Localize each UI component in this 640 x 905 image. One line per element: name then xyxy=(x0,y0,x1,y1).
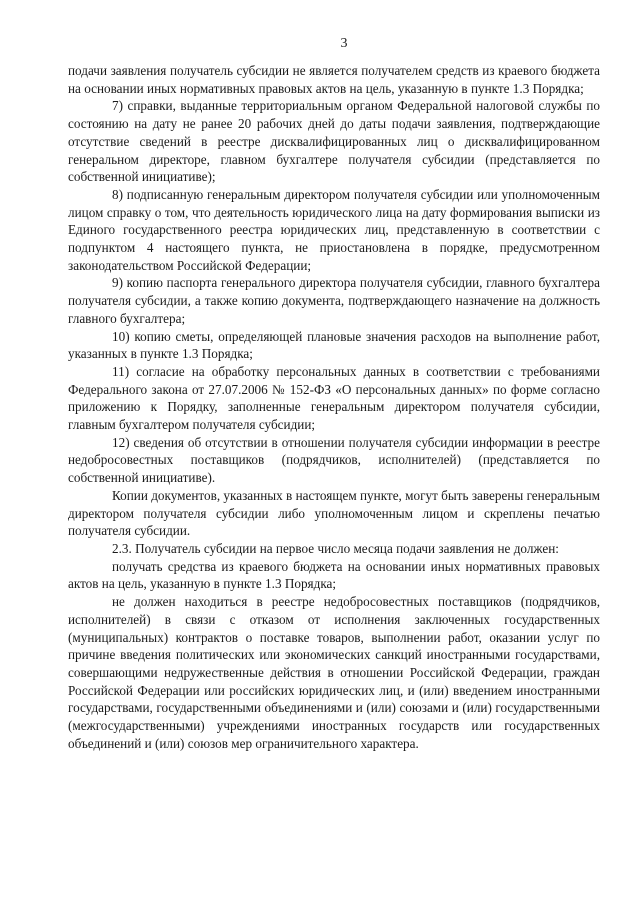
paragraph-item-11: 11) согласие на обработку персональных данных в соответствии с требованиями Федерального закона от 27.07.2006 № 152-ФЗ «О персональных данных» по форме согласно приложению к Порядку, заполненные генеральным директором получателя субсидии, главным бухгалтером получателя субсидии; xyxy=(68,363,600,433)
paragraph-copies-note: Копии документов, указанных в настоящем пункте, могут быть заверены генеральным директором получателя субсидии либо уполномоченным лицом и скреплены печатью получателя субсидии. xyxy=(68,487,600,539)
paragraph-item-9: 9) копию паспорта генерального директора получателя субсидии, главного бухгалтера получателя субсидии, а также копию документа, подтверждающего назначение на должность главного бухгалтера; xyxy=(68,275,600,326)
page-number: 3 xyxy=(340,36,348,51)
paragraph-section-2-3: 2.3. Получатель субсидии на первое число месяца подачи заявления не должен: xyxy=(112,540,559,556)
paragraph-continuation: подачи заявления получатель субсидии не является получателем средств из краевого бюджета на основании иных нормативных правовых актов на цель, указанную в пункте 1.3 Порядка; xyxy=(68,63,600,96)
paragraph-item-8: 8) подписанную генеральным директором получателя субсидии или уполномоченным лицом справку о том, что деятельность юридического лица на дату формирования выписки из Единого государственного реестра юридических лиц, представленную в соответствии с подпунктом 4 настоящего пункта, не приостановлена в порядке, предусмотренном законодательством Российской Федерации; xyxy=(68,186,600,273)
paragraph-item-12: 12) сведения об отсутствии в отношении получателя субсидии информации в реестре недобросовестных поставщиков (подрядчиков, исполнителей) (представляется по собственной инициативе). xyxy=(68,434,600,486)
paragraph-requirement-registry: не должен находиться в реестре недобросовестных поставщиков (подрядчиков, исполнителей) в связи с отказом от исполнения заключенных государственных (муниципальных) контрактов о поставке товаров, выполнении работ, оказании услуг по причине введения политических или экономических санкций иностранными государствами, совершающими недружественные действия в отношении Российской Федерации, граждан Российской Федерации или российских юридических лиц, и (или) введением иностранными государствами, государственными объединениями и (или) союзами и (или) государственными (межгосударственными) учреждениями иностранных государств или государственных объединений и (или) союзов мер ограничительного характера. xyxy=(68,594,600,751)
paragraph-item-7: 7) справки, выданные территориальным органом Федеральной налоговой службы по состоянию на дату не ранее 20 рабочих дней до даты подачи заявления, подтверждающие отсутствие сведений в реестре дисквалифицированных лиц о дисквалифицированном генеральном директоре, главном бухгалтере получателя субсидии (представляется по собственной инициативе); xyxy=(68,98,600,185)
paragraph-requirement-funds: получать средства из краевого бюджета на основании иных нормативных правовых актов на цель, указанную в пункте 1.3 Порядка; xyxy=(68,558,600,592)
paragraph-item-10: 10) копию сметы, определяющей плановые значения расходов на выполнение работ, указанных в пункте 1.3 Порядка; xyxy=(68,328,600,362)
